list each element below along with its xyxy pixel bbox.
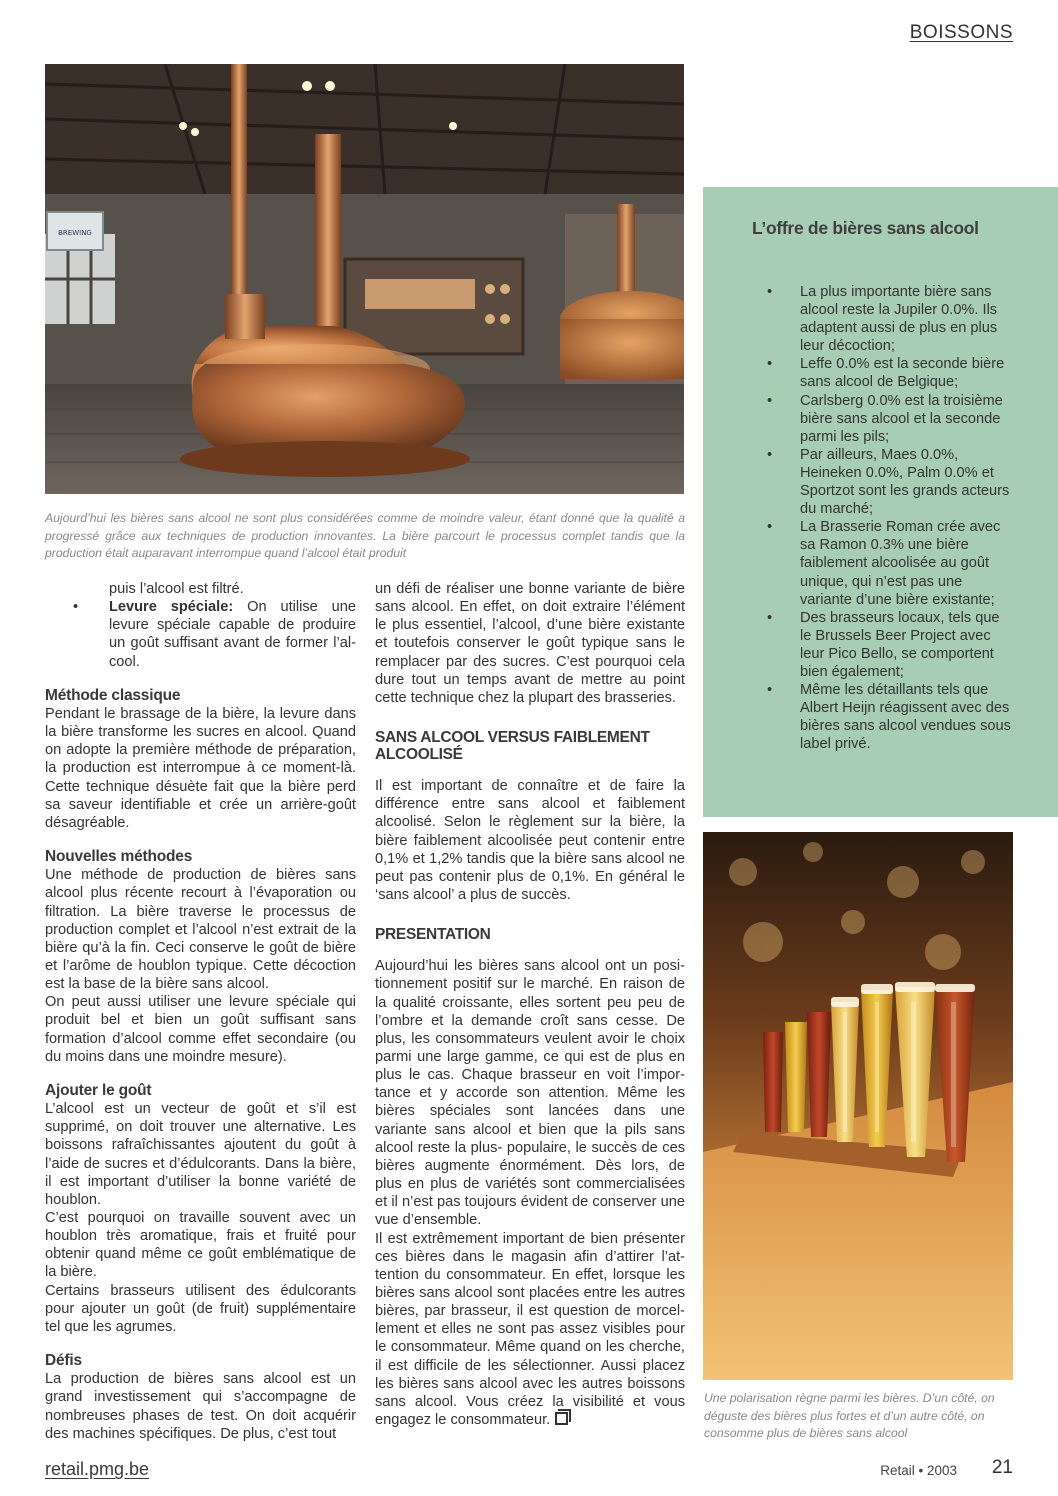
main-photo-caption: Aujourd’hui les bières sans alcool ne sont plus considérées comme de moindre valeur, étant donné que la qualité a progressé grâce aux techniques de production innovantes. La bière parcourt le processus complet tandis que la production était auparavant interrompue quand l’alcool était produit [45,511,685,560]
section-heading: Nouvelles méthodes [45,848,193,866]
bullet-icon: • [73,599,79,616]
list-item [763,283,1013,355]
list-item-text: Leffe 0.0% est la seconde bière sans alcool de Belgique; [800,356,1005,391]
paragraph-text: Il est extrêmement important de bien présenter ces bières dans le magasin afin d’attirer l’attention du consommateur. En effet, lorsque les bières sans alcool sont placées entre les autres bières, par brasseur, il est question de morcellement et elles ne sont pas assez visibles pour le consommateur. Même quand on les cherche, il est difficile de les sélectionner. Aussi placez les bières sans alcool avec les autres boissons sans alcool. Vous créez la visibilité et vous engagez le consommateur. [375,1230,685,1429]
paragraph: Certains brasseurs utilisent des édulcorants pour ajouter un goût (de fruit) supplémentaire tel que les agrumes. [45,1282,356,1335]
list-item-text: Même les détaillants tels que Albert Heijn réagissent avec des bières sans alcool vendues sous label privé. [800,682,1011,753]
bullet-continuation: puis l’alcool est filtré. [109,581,244,597]
bullet-icon: • [767,392,773,409]
list-item [763,355,1013,391]
paragraph: un défi de réaliser une bonne variante de bière sans alcool. En effet, on doit extraire l’élément le plus essentiel, l’alcool, d’une bière existante et toutefois conserver le goût typique sans le remplacer par des sucres. C’est pourquoi cela dure tout un temps avant de mettre au point cette technique chez la plupart des brasseries. [375,581,685,706]
section-heading: Ajouter le goût [45,1081,152,1099]
list-item [763,392,1013,446]
paragraph: Une méthode de production de bières sans alcool plus récente recourt à l’évaporation ou filtration. La bière traverse le processus de production complet et l’alcool n’est extrait de la bière qu’à la fin. Ceci conserve le goût de bière et l’arôme de houblon typique. Cette décoction est la base de la bière sans alcool. [45,867,356,993]
brewery-kettle-photo [45,64,684,494]
beer-glasses-photo [703,832,1013,1380]
list-item-text: Carlsberg 0.0% est la troisième bière sans alcool et la seconde parmi les pils; [800,392,1003,445]
section-heading: Méthode classique [45,686,181,704]
paragraph: C’est pourquoi on travaille souvent avec un houblon très aromatique, frais et fruité pour obtenir quand même ce goût emblématique de la bière. [45,1210,356,1281]
bullet-icon: • [767,682,773,699]
bullet-icon: • [767,356,773,373]
list-item-text: Des brasseurs locaux, tels que le Brussels Beer Project avec leur Pico Bello, se comportent bien également; [800,609,1000,680]
middle-column [375,580,685,1429]
list-item-text: La plus importante bière sans alcool reste la Jupiler 0.0%. Ils adaptent aussi de plus en plus leur décoction; [800,284,998,355]
list-item [45,598,356,671]
paragraph: On peut aussi utiliser une levure spéciale qui produit bel et bien un goût suffisant sans formation d’alcool comme effet secondaire (ou du moins dans une moindre mesure). [45,994,356,1065]
list-item [763,609,1013,681]
footer-url-link[interactable]: retail.pmg.be [45,1459,150,1479]
bullet-text: On utilise une levure spéciale capable de produire un goût suffisant avant de former l’alcool. [109,599,356,670]
list-item [763,446,1013,518]
paragraph: Aujourd’hui les bières sans alcool ont un positionnement positif sur le marché. En raison de la qualité croissante, elles sortent peu peu de l’ombre et la demande croît sans cesse. De plus, les consommateurs veulent avoir le choix parmi une large gamme, ce qui est de plus en plus le cas. Chaque brasseur en voit l’importance et y accorde son attention. Même les bières spéciales sont lancées dans une variante sans alcool et bien que la pils sans alcool reste la plus- populaire, le succès de ces bières augmente énormément. Dès lors, de plus en plus de variétés sont commercialisées et il n’est pas toujours évident de conserver une vue d’ensemble. [375,958,685,1229]
end-of-article-icon [555,1412,568,1425]
paragraph [375,1230,685,1430]
sidebar-box [703,187,1058,817]
sidebar-list [763,283,1013,753]
bullet-icon: • [767,446,773,463]
page-number: 21 [991,1457,1013,1478]
paragraph: Il est important de connaître et de faire la différence entre sans alcool et faiblement alcoolisé. Selon le règlement sur la bière, la bière faiblement alcoolisée peut contenir entre 0,1% et 1,2% tandis que la bière sans alcool ne peut pas contenir plus de 0,1%. En général le ‘sans alcool’ a plus de succès. [375,778,685,904]
sidebar-title: L’offre de bières sans alcool [752,218,979,238]
section-heading: PRESENTATION [375,926,491,944]
paragraph: Pendant le brassage de la bière, la levure dans la bière transforme les sucres en alcool. Quand on adopte la première méthode de préparation, la production est interrompue à ce moment-là. Cette technique désuète fait que la bière perd sa saveur identifiable et crée un arrière-goût désagréable. [45,705,356,831]
footer-magazine: Retail • 2003 [880,1463,957,1478]
section-heading: Défis [45,1352,82,1370]
section-label: BOISSONS [909,22,1013,43]
brewery-sign-text: BREWING [58,229,92,237]
bullet-bold-label: Levure spéciale: [109,599,234,616]
bullet-icon: • [767,609,773,626]
left-column [45,580,356,1443]
bullet-icon: • [767,519,773,536]
list-item [763,518,1013,608]
beer-photo-caption: Une polarisation règne parmi les bières. D’un côté, on déguste des bières plus fortes et d’un autre côté, on consomme plus de bières sans alcool [704,1391,995,1440]
paragraph: L’alcool est un vecteur de goût et s’il est supprimé, on doit trouver une alternative. Les boissons rafraîchissantes ajoutent du goût à l’aide de sucres et d’édulcorants. Dans la bière, il est important d’utiliser la bonne variété de houblon. [45,1101,356,1208]
list-item-text: La Brasserie Roman crée avec sa Ramon 0.3% une bière faiblement alcoolisée au goût unique, qui n’est pas une variante d’une bière existante; [800,519,1001,608]
list-item [45,580,356,598]
list-item [763,681,1013,753]
paragraph: La production de bières sans alcool est un grand investissement qui s’accompagne de nombreuses phases de test. On doit acquérir des machines spécifiques. De plus, c’est tout [45,1371,356,1442]
list-item-text: Par ailleurs, Maes 0.0%, Heineken 0.0%, Palm 0.0% et Sportzot sont les grands acteurs du marché; [800,446,1010,518]
bullet-icon: • [767,284,773,300]
section-heading: SANS ALCOOL VERSUS FAIBLEMENT ALCOOLISÉ [375,729,650,764]
